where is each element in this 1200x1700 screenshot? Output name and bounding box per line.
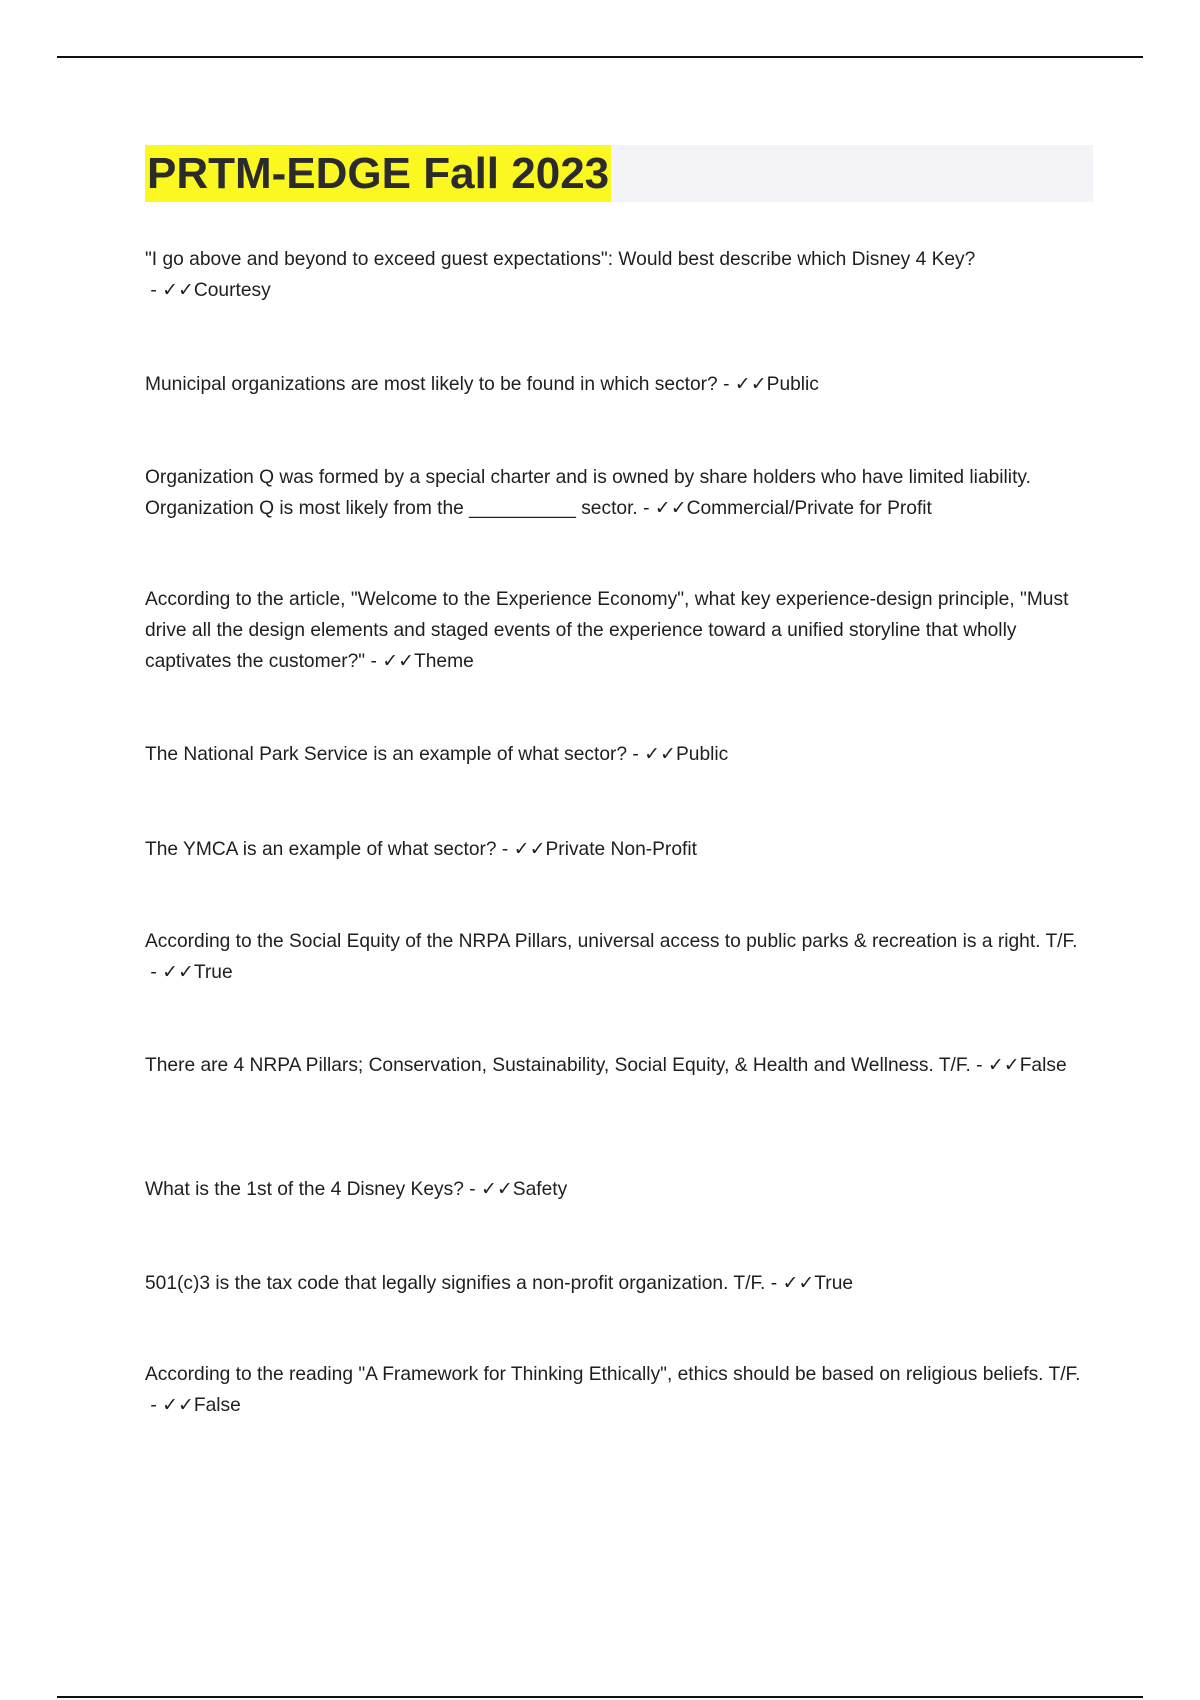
double-check-icon: ✓✓ — [162, 1394, 194, 1416]
qa-item — [145, 739, 1090, 770]
separator: - — [717, 374, 735, 395]
qa-item — [145, 1050, 1090, 1081]
question-text: There are 4 NRPA Pillars; Conservation, Sustainability, Social Equity, & Health and Wellness. T/F. — [145, 1055, 971, 1076]
answer-text: False — [193, 1395, 241, 1416]
question-text: The National Park Service is an example of what sector? — [145, 744, 628, 765]
qa-item — [145, 1268, 1090, 1299]
double-check-icon: ✓✓ — [654, 497, 687, 519]
qa-item — [145, 244, 1090, 306]
qa-item — [145, 462, 1090, 524]
answer-text: Commercial/Private for Profit — [686, 498, 932, 519]
answer-text: Public — [766, 374, 819, 395]
separator: - — [365, 651, 383, 672]
answer-text: False — [1019, 1055, 1067, 1076]
answer-text: Safety — [512, 1179, 568, 1200]
separator: - — [496, 839, 514, 860]
question-text: Municipal organizations are most likely to be found in which sector? — [145, 374, 718, 395]
qa-item — [145, 369, 1090, 400]
top-divider — [57, 56, 1143, 58]
double-check-icon: ✓✓ — [382, 650, 415, 672]
question-text: 501(c)3 is the tax code that legally signifies a non-profit organization. T/F. — [145, 1273, 766, 1294]
qa-item — [145, 1359, 1090, 1421]
question-text: What is the 1st of the 4 Disney Keys? — [145, 1179, 464, 1200]
bottom-divider — [57, 1696, 1143, 1698]
qa-item — [145, 584, 1090, 677]
answer-text: Theme — [414, 651, 474, 672]
question-text: Organization Q was formed by a special charter and is owned by share holders who have limited liability. Organization Q is most likely from the __________ sector. — [145, 467, 1031, 519]
separator: - — [637, 498, 655, 519]
question-text: According to the Social Equity of the NRPA Pillars, universal access to public parks & recreation is a right. T/F. — [145, 931, 1078, 952]
answer-text: Private Non-Profit — [545, 839, 697, 860]
answer-text: Public — [675, 744, 729, 765]
double-check-icon: ✓✓ — [782, 1272, 815, 1294]
double-check-icon: ✓✓ — [513, 838, 546, 860]
double-check-icon: ✓✓ — [644, 743, 676, 765]
qa-item — [145, 1174, 1090, 1205]
question-text: The YMCA is an example of what sector? — [145, 839, 497, 860]
separator: - — [970, 1055, 988, 1076]
answer-text: True — [814, 1273, 854, 1294]
separator: - — [463, 1179, 481, 1200]
double-check-icon: ✓✓ — [162, 961, 194, 983]
document-title: PRTM-EDGE Fall 2023 — [145, 145, 611, 202]
question-text: "I go above and beyond to exceed guest expectations": Would best describe which Disney 4 Key? — [145, 249, 976, 270]
qa-item — [145, 926, 1090, 988]
separator: - — [627, 744, 645, 765]
separator: - — [145, 1395, 163, 1416]
answer-text: Courtesy — [193, 280, 271, 301]
qa-item — [145, 834, 1090, 865]
answer-text: True — [193, 962, 233, 983]
question-text: According to the article, "Welcome to the Experience Economy", what key experience-design principle, "Must drive all the design elements and staged events of the experience toward a unified storyline that wholly captivates the customer?" — [145, 589, 1069, 672]
double-check-icon: ✓✓ — [987, 1054, 1020, 1076]
separator: - — [765, 1273, 783, 1294]
separator: - — [145, 962, 163, 983]
double-check-icon: ✓✓ — [734, 373, 767, 395]
double-check-icon: ✓✓ — [480, 1178, 513, 1200]
separator: - — [145, 280, 163, 301]
double-check-icon: ✓✓ — [162, 279, 194, 301]
question-text: According to the reading "A Framework for Thinking Ethically", ethics should be based on religious beliefs. T/F. — [145, 1364, 1081, 1385]
